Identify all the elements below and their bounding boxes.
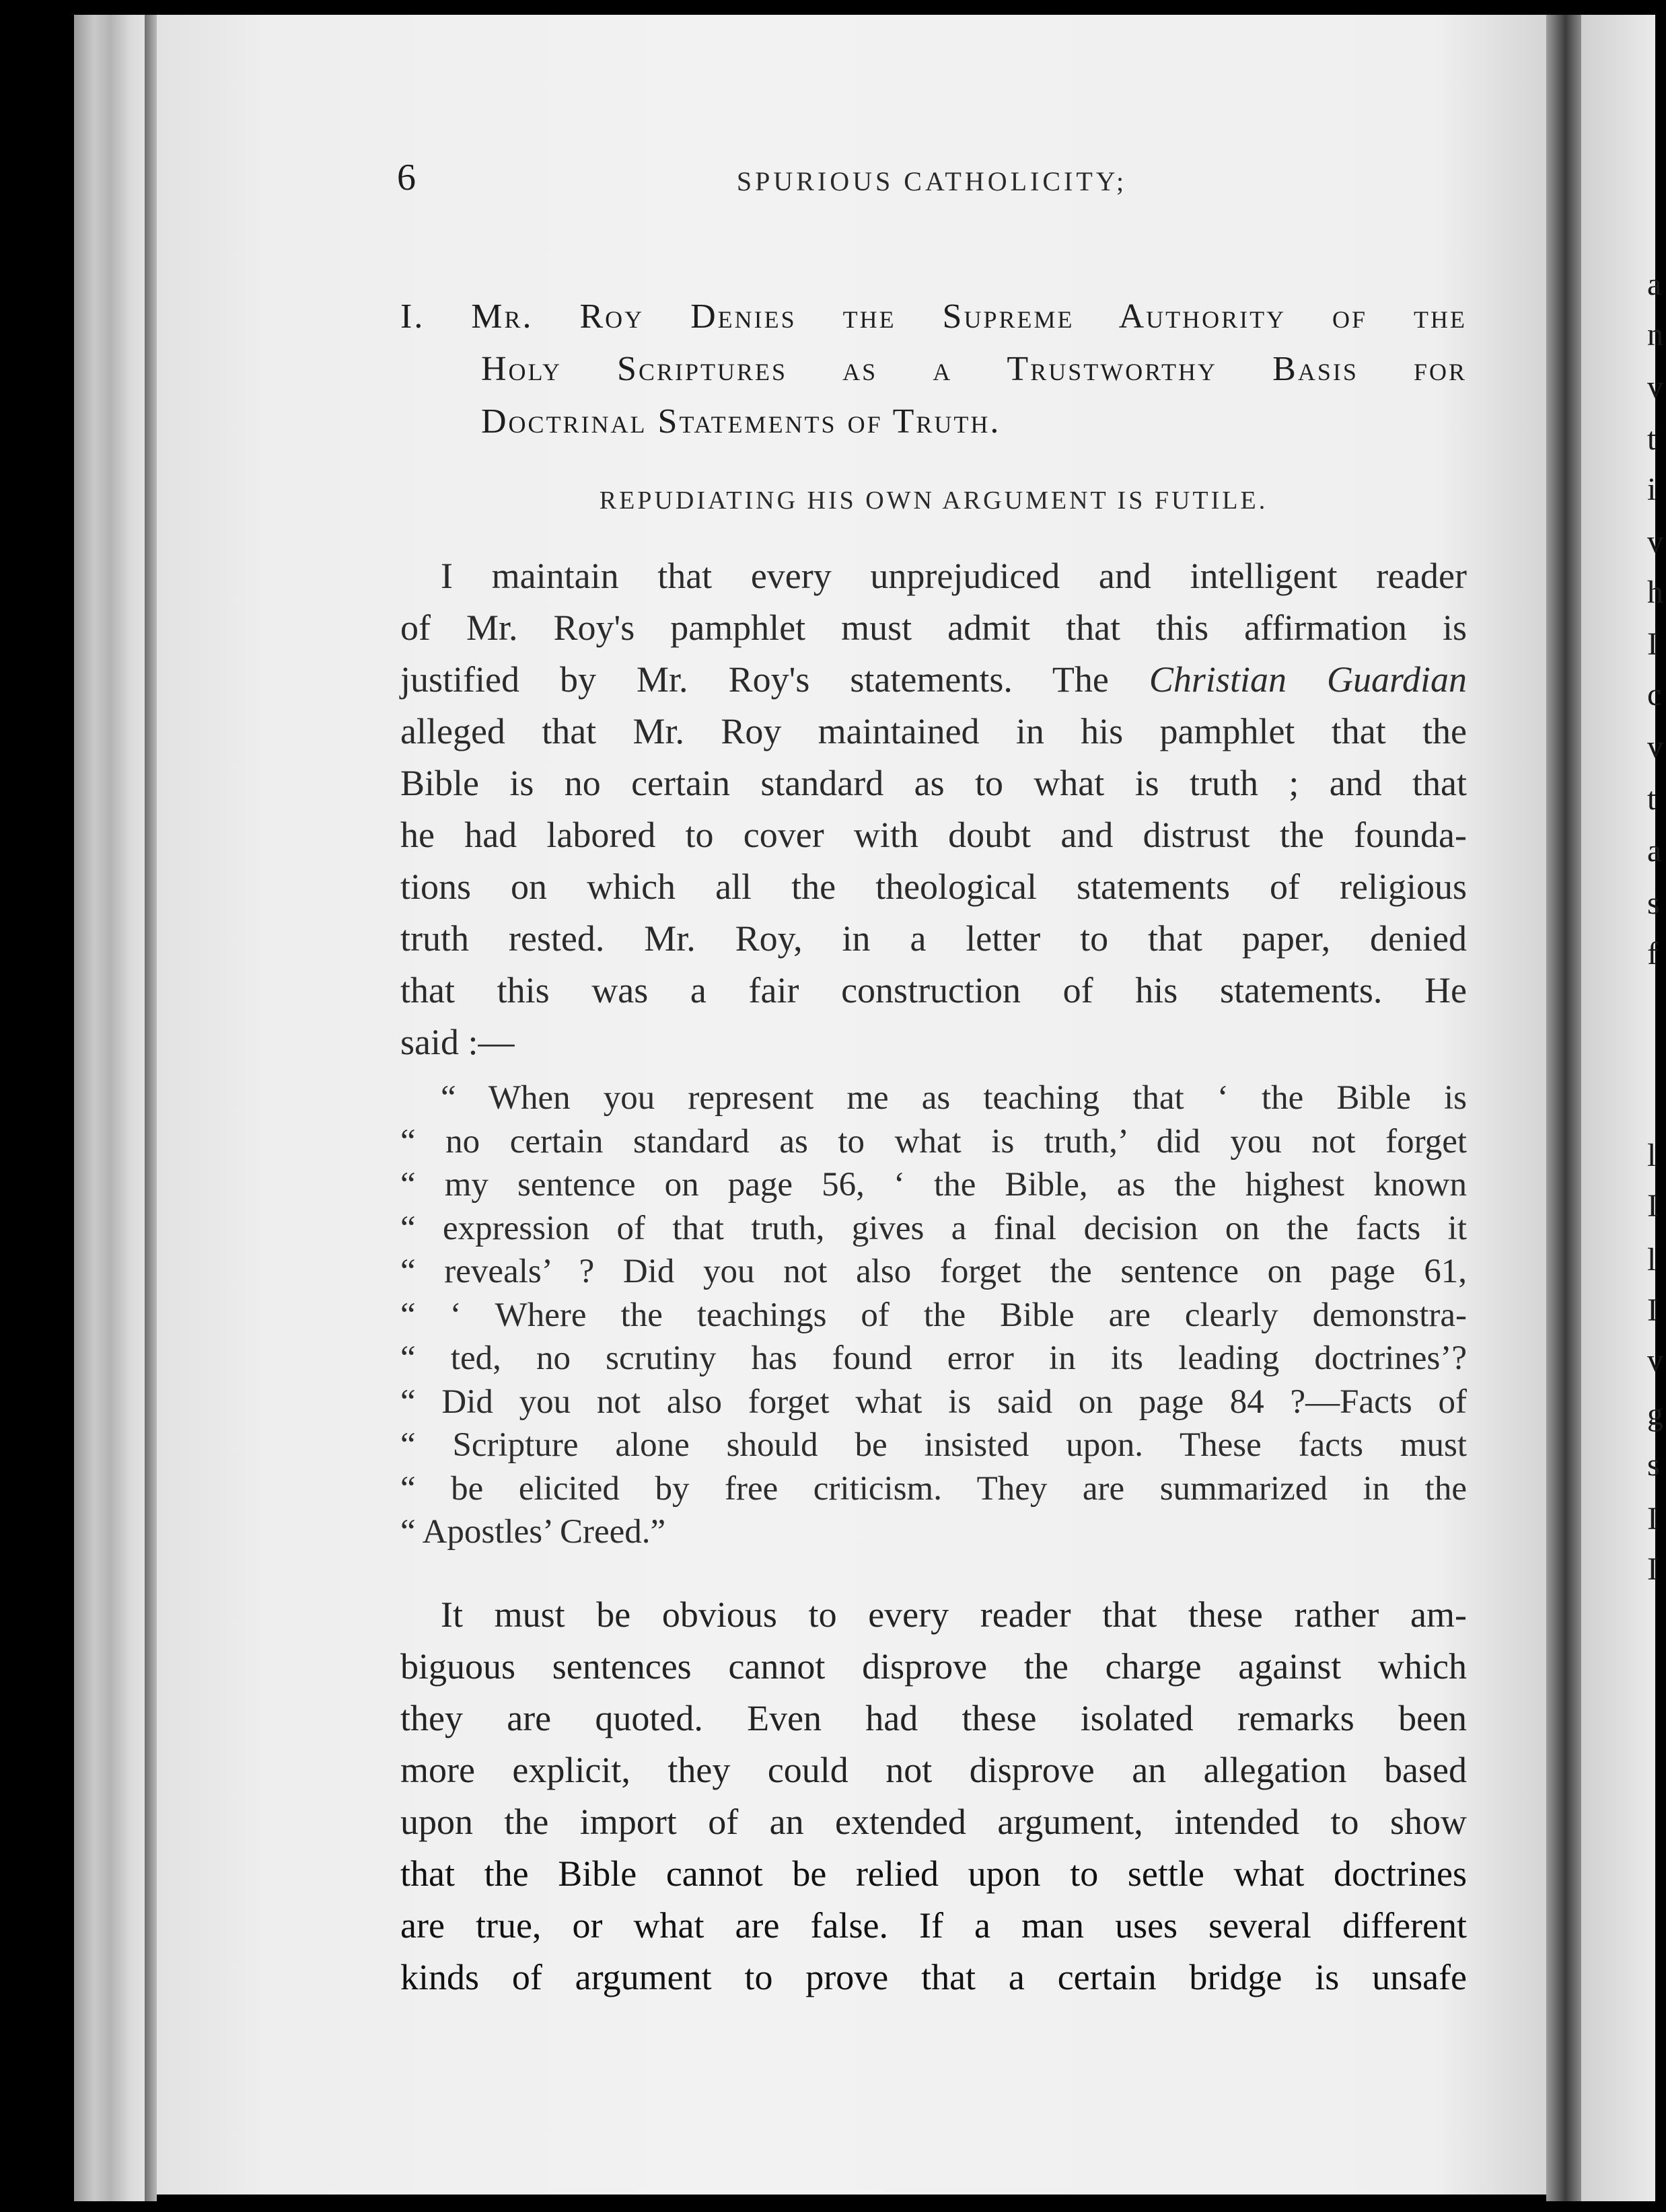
text-line: alleged that Mr. Roy maintained in his pamphlet that the	[400, 711, 1467, 751]
binding-shadow	[145, 15, 157, 2201]
quote-line: “ Did you not also forget what is said on page 84 ?—Facts of	[400, 1382, 1467, 1421]
text-line: of Mr. Roy's pamphlet must admit that this affirmation is	[400, 607, 1467, 648]
running-title: SPURIOUS CATHOLICITY;	[736, 166, 1128, 196]
subheading: REPUDIATING HIS OWN ARGUMENT IS FUTILE.	[599, 486, 1268, 515]
edge-letter: v	[1647, 524, 1663, 560]
edge-letter: f	[1647, 936, 1658, 971]
section-heading	[400, 291, 1467, 448]
quote-line: “ no certain standard as to what is truth,’ did you not forget	[400, 1122, 1467, 1160]
quote-line: “ When you represent me as teaching that ‘ the Bible is	[441, 1079, 1467, 1117]
text-line: he had labored to cover with doubt and distrust the founda-	[400, 815, 1467, 855]
edge-letter: l	[1647, 1138, 1657, 1173]
edge-letter: c	[1647, 677, 1662, 712]
text-line: are true, or what are false. If a man uses several different	[400, 1905, 1467, 1946]
edge-letter: s	[1647, 885, 1660, 921]
edge-letter: I	[1647, 1551, 1658, 1587]
edge-letter: v	[1647, 369, 1663, 405]
text-line: It must be obvious to every reader that these rather am-	[441, 1594, 1467, 1635]
edge-letter: h	[1647, 575, 1663, 610]
heading-line: Holy Scriptures as a Trustworthy Basis for	[481, 350, 1467, 388]
text-line-with-title	[400, 654, 1467, 706]
text-line: upon the import of an extended argument, intended to show	[400, 1802, 1467, 1842]
paragraph-1	[400, 550, 1467, 1068]
text-line: that the Bible cannot be relied upon to settle what doctrines	[400, 1853, 1467, 1894]
quote-line: “ be elicited by free criticism. They are summarized in the	[400, 1469, 1467, 1508]
text-line: that this was a fair construction of his statements. He	[400, 970, 1467, 1010]
text-line: said :—	[400, 1022, 515, 1062]
edge-letter: I	[1647, 1501, 1658, 1537]
edge-letter: l	[1647, 1242, 1657, 1278]
book-binding	[74, 15, 155, 2201]
scan-top-edge	[0, 0, 1666, 15]
edge-letter: I	[1647, 626, 1658, 662]
quote-line: “ ‘ Where the teachings of the Bible are clearly demonstra-	[400, 1296, 1467, 1334]
page-gutter-shadow	[1546, 15, 1581, 2201]
quote-line: “ Scripture alone should be insisted upon. These facts must	[400, 1426, 1467, 1464]
edge-letter: I	[1647, 1292, 1658, 1328]
edge-letter: t	[1647, 781, 1657, 817]
edge-letter: v	[1647, 729, 1663, 765]
quote-line: “ ted, no scrutiny has found error in its leading doctrines’?	[400, 1339, 1467, 1377]
edge-letter: a	[1647, 833, 1662, 869]
text-line: more explicit, they could not disprove an allegation based	[400, 1750, 1467, 1790]
quote-line: “ reveals’ ? Did you not also forget the sentence on page 61,	[400, 1253, 1467, 1290]
heading-line: I. Mr. Roy Denies the Supreme Authority of the	[400, 297, 1467, 336]
text-line: I maintain that every unprejudiced and intelligent reader	[441, 556, 1467, 596]
text-line: they are quoted. Even had these isolated remarks been	[400, 1698, 1467, 1738]
heading-line: Doctrinal Statements of Truth.	[481, 402, 1001, 441]
text-line: tions on which all the theological statements of religious	[400, 867, 1467, 907]
adjacent-page-edge	[1581, 15, 1655, 2201]
text-line: truth rested. Mr. Roy, in a letter to that paper, denied	[400, 918, 1467, 959]
edge-letter: s	[1647, 1447, 1660, 1483]
edge-letter: g	[1647, 1397, 1663, 1432]
quote-line: “ my sentence on page 56, ‘ the Bible, as the highest known	[400, 1166, 1467, 1204]
text-line: biguous sentences cannot disprove the charge against which	[400, 1646, 1467, 1687]
edge-letter: v	[1647, 1343, 1663, 1378]
adjacent-page-letters	[1647, 0, 1666, 2212]
quote-line: “ expression of that truth, gives a final decision on the facts it	[400, 1209, 1467, 1247]
edge-letter: i	[1647, 472, 1657, 507]
text-line: kinds of argument to prove that a certain bridge is unsafe	[400, 1957, 1467, 1997]
quote-line: “ Apostles’ Creed.”	[400, 1513, 666, 1551]
edge-letter: a	[1647, 266, 1662, 302]
edge-letter: I	[1647, 1188, 1658, 1224]
running-header	[397, 156, 1467, 210]
text-segment: justified by Mr. Roy's statements. The	[400, 659, 1149, 700]
block-quote	[400, 1076, 1467, 1554]
page-number: 6	[397, 157, 416, 198]
edge-letter: n	[1647, 317, 1663, 353]
edge-letter: t	[1647, 421, 1657, 457]
text-line: Bible is no certain standard as to what is truth ; and that	[400, 763, 1467, 803]
publication-title: Christian Guardian	[1149, 659, 1467, 700]
paragraph-2	[400, 1589, 1467, 2003]
